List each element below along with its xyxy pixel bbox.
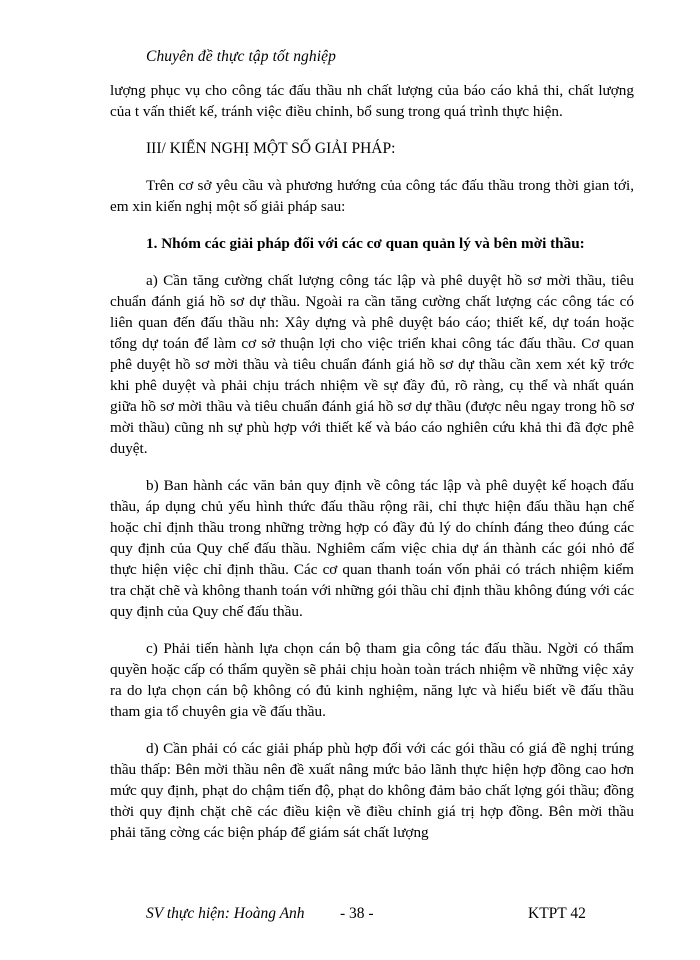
footer-author: SV thực hiện: Hoàng Anh [146, 905, 305, 922]
page-footer [0, 905, 700, 927]
paragraph-a: a) Cần tăng cường chất lượng công tác lập và phê duyệt hồ sơ mời thầu, tiêu chuẩn đánh giá hồ sơ dự thầu. Ngoài ra cần tăng cường chất lượng các công tác có liên quan đến đấu thầu nh: Xây dựng và phê duyệt báo cáo; thiết kế, dự toán hoặc tổng dự toán để làm cơ sở thuận lợi cho việc triển khai công tác đấu thầu. Cơ quan phê duyệt hồ sơ mời thầu và tiêu chuẩn đánh giá hồ sơ dự thầu cần xem xét kỹ trớc khi phê duyệt và phải chịu trách nhiệm về sự đầy đủ, rõ ràng, cụ thể và nhất quán giữa hồ sơ mời thầu và tiêu chuẩn đánh giá hồ sơ dự thầu (được nêu ngay trong hồ sơ mời thầu) cũng nh sự phù hợp với thiết kế và báo cáo nghiên cứu khả thi đã đợc phê duyệt. [110, 272, 634, 457]
paragraph-d: d) Cần phải có các giải pháp phù hợp đối với các gói thầu có giá đề nghị trúng thầu thấp: Bên mời thầu nên đề xuất nâng mức bảo lãnh thực hiện hợp đồng cao hơn mức quy định, phạt do chậm tiến độ, phạt do không đảm bảo chất lợng gói thầu; đồng thời quy định chặt chẽ các điều kiện về điều chỉnh giá trị hợp đồng. Bên mời thầu phải tăng cờng các biện pháp để giám sát chất lượng [110, 740, 634, 841]
spacer [110, 122, 634, 138]
spacer [110, 622, 634, 638]
footer-class-code: KTPT 42 [528, 905, 586, 922]
page-body [110, 80, 634, 843]
paragraph-b: b) Ban hành các văn bản quy định về công tác lập và phê duyệt kế hoạch đấu thầu, áp dụng chủ yếu hình thức đấu thầu rộng rãi, chỉ thực hiện đấu thầu hạn chế hoặc chỉ định thầu trong những trờng hợp có đầy đủ lý do chính đáng theo đúng các quy định của Quy chế đấu thầu. Nghiêm cấm việc chia dự án thành các gói nhỏ để thực hiện việc chỉ định thầu. Các cơ quan thanh toán vốn phải có trách nhiệm kiểm tra chặt chẽ và không thanh toán với những gói thầu chỉ định thầu không đúng với các quy định của Quy chế đấu thầu. [110, 477, 634, 620]
spacer [110, 217, 634, 233]
section-heading: III/ KIẾN NGHỊ MỘT SỐ GIẢI PHÁP: [146, 140, 396, 157]
spacer [110, 722, 634, 738]
paragraph-intro: lượng phục vụ cho công tác đấu thầu nh chất lượng của báo cáo khả thi, chất lượng của t vấn thiết kế, tránh việc điều chỉnh, bổ sung trong quá trình thực hiện. [110, 82, 634, 120]
paragraph-c: c) Phải tiến hành lựa chọn cán bộ tham gia công tác đấu thầu. Ngời có thẩm quyền hoặc cấp có thẩm quyền sẽ phải chịu hoàn toàn trách nhiệm về những việc xảy ra do lựa chọn cán bộ không có đủ kinh nghiệm, năng lực và hiểu biết về đấu thầu tham gia tổ chuyên gia về đấu thầu. [110, 640, 634, 720]
spacer [110, 254, 634, 270]
spacer [110, 459, 634, 475]
subheading: 1. Nhóm các giải pháp đối với các cơ quan quản lý và bên mời thầu: [146, 235, 585, 252]
paragraph-section-intro: Trên cơ sở yêu cầu và phương hướng của công tác đấu thầu trong thời gian tới, em xin kiến nghị một số giải pháp sau: [110, 177, 634, 215]
spacer [110, 159, 634, 175]
footer-page-number: - 38 - [340, 905, 374, 922]
page-header-title: Chuyên đề thực tập tốt nghiệp [146, 48, 336, 65]
